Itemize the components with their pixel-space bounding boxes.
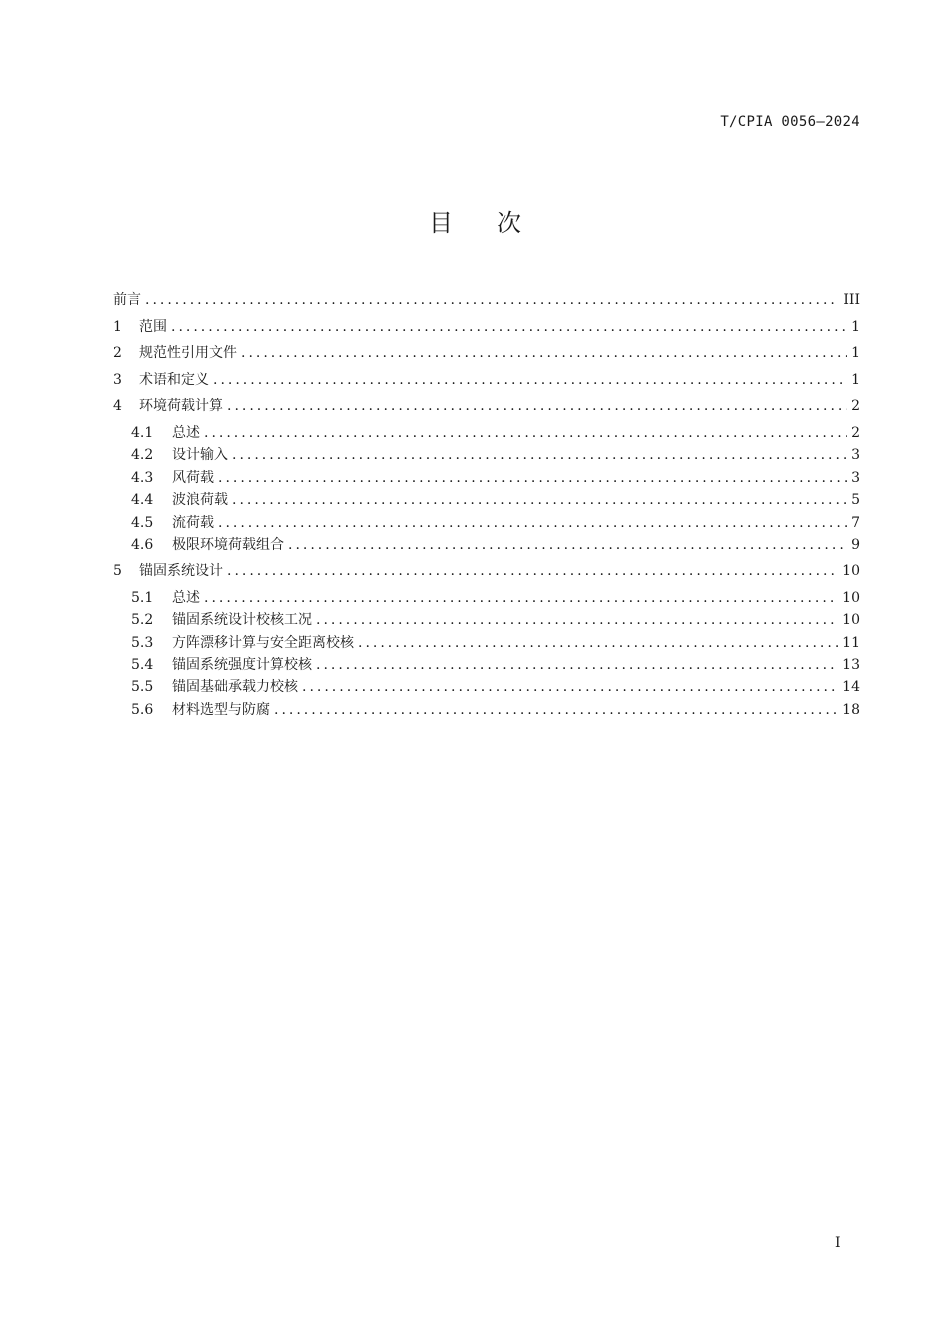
toc-entry-page: 1 [851, 371, 860, 388]
toc-entry[interactable] [113, 587, 860, 609]
toc-leader-dots [204, 422, 847, 444]
toc-entry-label: 极限环境荷载组合 [172, 536, 284, 553]
toc-entry-number: 5.3 [131, 634, 154, 651]
toc-entry-number: 5.2 [131, 612, 154, 629]
toc-entry-number: 4.6 [131, 536, 154, 553]
toc-entry-label: 环境荷载计算 [139, 398, 223, 415]
toc-entry-label: 流荷载 [172, 514, 214, 531]
toc-entry[interactable] [113, 289, 860, 316]
toc-leader-dots [232, 444, 847, 466]
toc-entry-number: 5 [113, 563, 122, 580]
toc-leader-dots [218, 512, 847, 534]
toc-leader-dots [227, 560, 838, 582]
toc-leader-dots [218, 467, 847, 489]
toc-entry[interactable] [113, 699, 860, 721]
toc-leader-dots [358, 632, 838, 654]
table-of-contents [113, 289, 860, 721]
toc-entry-label: 风荷载 [172, 469, 214, 486]
toc-entry-page: 2 [851, 424, 860, 441]
toc-entry-label: 规范性引用文件 [139, 345, 237, 362]
toc-entry-number: 3 [113, 371, 122, 388]
standard-code: T/CPIA 0056—2024 [720, 114, 860, 130]
toc-entry-number: 4.4 [131, 492, 154, 509]
toc-entry-number: 2 [113, 345, 122, 362]
toc-entry-label: 锚固系统设计校核工况 [172, 612, 312, 629]
toc-entry-label: 术语和定义 [139, 371, 209, 388]
toc-entry-page: III [843, 292, 860, 308]
toc-entry-page: 2 [851, 398, 860, 415]
toc-leader-dots [204, 587, 838, 609]
toc-entry-number: 5.6 [131, 701, 154, 718]
toc-entry-page: 3 [851, 469, 860, 486]
toc-entry-number: 4.1 [131, 424, 154, 441]
toc-entry-number: 5.4 [131, 657, 154, 674]
toc-entry[interactable] [113, 422, 860, 444]
toc-entry-page: 1 [851, 345, 860, 362]
toc-entry-page: 10 [842, 589, 860, 606]
toc-entry-page: 18 [842, 701, 860, 718]
toc-leader-dots [241, 342, 847, 364]
toc-entry-page: 9 [851, 536, 860, 553]
toc-leader-dots [171, 316, 847, 338]
toc-entry-label: 锚固系统设计 [139, 563, 223, 580]
toc-entry-number: 5.1 [131, 589, 154, 606]
toc-entry-page: 5 [851, 492, 860, 509]
toc-entry-label: 方阵漂移计算与安全距离校核 [172, 634, 354, 651]
toc-entry-page: 3 [851, 447, 860, 464]
toc-leader-dots [302, 676, 838, 698]
toc-entry[interactable] [113, 534, 860, 556]
toc-leader-dots [274, 699, 838, 721]
toc-entry-label: 波浪荷载 [172, 492, 228, 509]
toc-entry[interactable] [113, 676, 860, 698]
toc-entry-number: 4 [113, 398, 122, 415]
page-title: 目次 [429, 209, 565, 237]
toc-entry[interactable] [113, 444, 860, 466]
toc-entry[interactable] [113, 489, 860, 511]
toc-entry[interactable] [113, 654, 860, 676]
toc-entry-page: 14 [842, 679, 860, 696]
toc-entry-label: 锚固系统强度计算校核 [172, 657, 312, 674]
toc-entry[interactable] [113, 512, 860, 534]
toc-leader-dots [316, 609, 838, 631]
toc-entry[interactable] [113, 395, 860, 422]
toc-entry-page: 13 [842, 657, 860, 674]
toc-entry-label: 材料选型与防腐 [172, 701, 270, 718]
toc-leader-dots [145, 289, 839, 311]
toc-entry-page: 7 [851, 514, 860, 531]
toc-entry-label: 总述 [172, 589, 200, 606]
toc-entry[interactable] [113, 609, 860, 631]
toc-entry-label: 前言 [113, 292, 141, 308]
toc-entry-page: 1 [851, 318, 860, 335]
toc-entry-number: 5.5 [131, 679, 154, 696]
toc-entry-number: 4.5 [131, 514, 154, 531]
toc-entry[interactable] [113, 467, 860, 489]
toc-entry-page: 10 [842, 563, 860, 580]
toc-leader-dots [213, 369, 847, 391]
toc-entry-label: 锚固基础承载力校核 [172, 679, 298, 696]
page-number: I [835, 1235, 841, 1251]
toc-leader-dots [316, 654, 838, 676]
toc-entry-number: 1 [113, 318, 122, 335]
toc-entry-number: 4.3 [131, 469, 154, 486]
toc-entry-page: 10 [842, 612, 860, 629]
toc-entry[interactable] [113, 342, 860, 369]
toc-entry[interactable] [113, 560, 860, 587]
toc-leader-dots [232, 489, 847, 511]
toc-leader-dots [288, 534, 847, 556]
toc-entry-label: 设计输入 [172, 447, 228, 464]
toc-entry[interactable] [113, 632, 860, 654]
toc-entry-number: 4.2 [131, 447, 154, 464]
toc-entry-label: 总述 [172, 424, 200, 441]
toc-entry-page: 11 [842, 634, 860, 651]
toc-entry[interactable] [113, 369, 860, 396]
toc-entry-label: 范围 [139, 318, 167, 335]
toc-entry[interactable] [113, 316, 860, 343]
toc-leader-dots [227, 395, 847, 417]
